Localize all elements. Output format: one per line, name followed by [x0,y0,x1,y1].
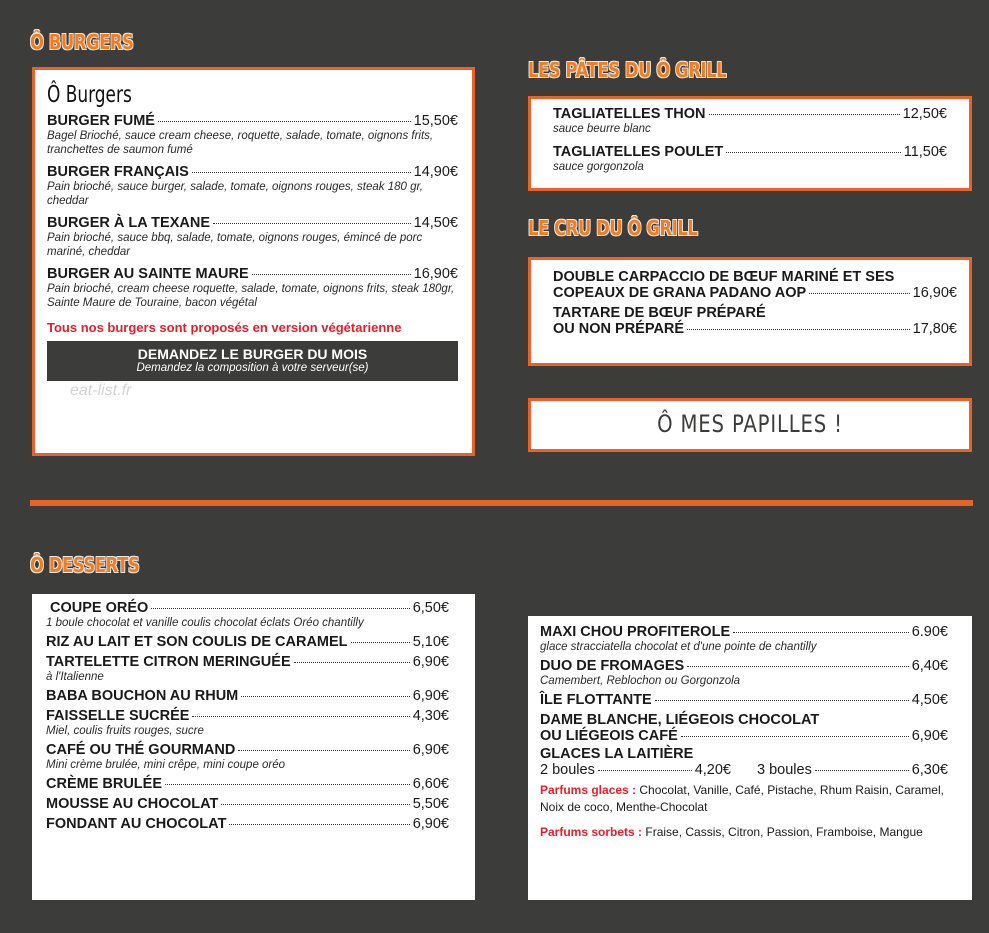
item-name: GLACES LA LAITIÈRE [540,746,694,762]
item-name-line: TARTARE DE BŒUF PRÉPARÉ [553,305,766,321]
parfums-sorbets-label: Parfums sorbets : [540,825,643,839]
leader-dots [655,700,909,701]
glaces-prices [540,762,948,778]
papilles-text: Ô MES PAPILLES ! [657,410,843,438]
item-price: 6,90€ [412,688,449,704]
item-name: BURGER FUMÉ [47,113,155,129]
item-price: 11,50€ [903,144,947,160]
item-description: Bagel Brioché, sauce cream cheese, roquette, salade, tomate, oignons frits, tranchettes de saumon fumé [47,130,434,156]
item-description: Pain brioché, sauce bbq, salade, tomate, oignons rouges, émincé de porc mariné, cheddar [47,232,423,258]
menu-item [47,164,458,208]
menu-item [553,106,947,136]
item-name: OU NON PRÉPARÉ [553,321,685,337]
cru-box [528,257,972,366]
item-price: 6,50€ [412,600,449,616]
desserts-right-box [528,616,972,900]
leader-dots [687,666,909,667]
item-name: TARTELETTE CITRON MERINGUÉE [46,654,291,670]
desserts-right-list [540,624,948,708]
burger-of-the-month-banner [47,341,458,381]
menu-item [540,624,948,654]
leader-dots [351,642,410,643]
menu-item-dame-blanche [540,712,948,744]
item-name: OU LIÉGEOIS CAFÉ [540,728,678,744]
item-description: Pain brioché, cream cheese roquette, salade, tomate, oignons frits, steak 180gr, Sainte Maure de Touraine, bacon végétal [47,283,455,309]
item-name: BURGER AU SAINTE MAURE [47,266,249,282]
item-price: 5,50€ [412,796,449,812]
item-description: Mini crème brulée, mini crêpe, mini coupe oréo [46,759,286,771]
menu-item [46,776,449,792]
item-description: glace stracciatella chocolat et d'une pointe de chantilly [540,641,817,653]
item-description: sauce beurre blanc [553,123,651,135]
item-price: 6.90€ [911,624,948,640]
glaces-2-label: 2 boules [540,762,595,778]
item-price: 6,90€ [412,654,449,670]
item-name: CAFÉ OU THÉ GOURMAND [46,742,236,758]
item-price: 6,40€ [911,658,948,674]
pates-list [553,106,947,174]
leader-dots [598,770,692,771]
item-name: FONDANT AU CHOCOLAT [46,816,227,832]
glaces-3-price: 6,30€ [911,762,948,778]
item-name: TAGLIATELLES THON [553,106,706,122]
leader-dots [229,824,409,825]
pates-box [528,96,972,191]
banner-subtitle: Demandez la composition à votre serveur(se) [136,362,369,374]
menu-item-tartare [553,305,957,337]
menu-item [46,654,449,684]
leader-dots [726,152,900,153]
item-name: RIZ AU LAIT ET SON COULIS DE CARAMEL [46,634,348,650]
vegetarian-note: Tous nos burgers sont proposés en version végétarienne [47,320,402,335]
menu-item [46,634,449,650]
leader-dots [192,716,409,717]
item-price: 5,10€ [412,634,449,650]
item-name-line: DAME BLANCHE, LIÉGEOIS CHOCOLAT [540,712,820,728]
menu-item [553,144,947,174]
burgers-section-title: Ô BURGERS [30,30,134,54]
burgers-heading: Ô Burgers [47,82,132,108]
glaces-2-price: 4,20€ [694,762,731,778]
papilles-box [528,398,972,452]
leader-dots [709,114,900,115]
leader-dots [681,736,909,737]
menu-item [46,600,449,630]
item-price: 15,50€ [413,113,458,129]
pates-section-title: LES PÂTES DU Ô GRILL [528,58,727,82]
item-price: 6,90€ [412,816,449,832]
item-price: 4,30€ [412,708,449,724]
menu-item-carpaccio [553,269,957,301]
desserts-section-title: Ô DESSERTS [30,553,140,577]
menu-item [46,688,449,704]
item-price: 12,50€ [902,106,947,122]
glaces-3-label: 3 boules [757,762,812,778]
item-name: COPEAUX DE GRANA PADANO AOP [553,285,807,301]
leader-dots [221,804,409,805]
menu-item [47,266,458,310]
item-price: 16,90€ [413,266,458,282]
menu-item [46,742,449,772]
menu-item-glaces [540,746,948,778]
leader-dots [815,770,909,771]
item-name: ÎLE FLOTTANTE [540,692,652,708]
burger-list [47,113,458,310]
leader-dots [252,274,411,275]
item-price: 4,50€ [911,692,948,708]
banner-title: DEMANDEZ LE BURGER DU MOIS [137,346,368,362]
section-divider [30,500,973,506]
item-description: Camembert, Reblochon ou Gorgonzola [540,675,741,687]
item-name: CRÈME BRULÉE [46,776,163,792]
leader-dots [213,223,411,224]
item-price: 6,60€ [412,776,449,792]
item-name: COUPE ORÉO [50,600,149,616]
item-name: BABA BOUCHON AU RHUM [46,688,239,704]
desserts-left-list [46,600,449,832]
parfums-sorbets-text: Fraise, Cassis, Citron, Passion, Framboise, Mangue [645,825,923,839]
leader-dots [192,172,411,173]
item-price: 14,50€ [413,215,458,231]
menu-item [540,692,948,708]
parfums-glaces [540,782,948,816]
leader-dots [294,662,410,663]
item-description: Miel, coulis fruits rouges, sucre [46,725,204,737]
parfums-sorbets [540,824,948,841]
item-name-line: DOUBLE CARPACCIO DE BŒUF MARINÉ ET SES [553,269,895,285]
item-name: FAISSELLE SUCRÉE [46,708,190,724]
parfums-glaces-text: Chocolat, Vanille, Café, Pistache, Rhum Raisin, Caramel, Noix de coco, Menthe-Chocolat [540,783,944,814]
item-description: à l'Italienne [46,671,104,683]
item-price: 16,90€ [912,285,957,301]
leader-dots [158,121,411,122]
menu-item [540,658,948,688]
leader-dots [238,750,409,751]
watermark: eat-list.fr [70,382,132,399]
leader-dots [809,293,909,294]
leader-dots [151,608,409,609]
cru-section-title: LE CRU DU Ô GRILL [528,216,698,240]
menu-item [46,708,449,738]
item-name: BURGER FRANÇAIS [47,164,189,180]
menu-item [46,816,449,832]
desserts-left-box [32,594,475,900]
leader-dots [733,632,909,633]
leader-dots [165,784,410,785]
item-price: 17,80€ [912,321,957,337]
leader-dots [687,329,910,330]
item-price: 6,90€ [911,728,948,744]
item-name: TAGLIATELLES POULET [553,144,724,160]
leader-dots [241,696,409,697]
menu-item [46,796,449,812]
item-description: 1 boule chocolat et vanille coulis chocolat éclats Oréo chantilly [46,617,364,629]
item-price: 14,90€ [413,164,458,180]
parfums-glaces-label: Parfums glaces : [540,783,637,797]
item-name: DUO DE FROMAGES [540,658,685,674]
item-description: sauce gorgonzola [553,161,644,173]
item-description: Pain brioché, sauce burger, salade, tomate, oignons rouges, steak 180 gr, cheddar [47,181,423,207]
item-name: BURGER À LA TEXANE [47,215,210,231]
item-name: MAXI CHOU PROFITEROLE [540,624,731,640]
menu-item [47,215,458,259]
menu-item [47,113,458,157]
item-name: MOUSSE AU CHOCOLAT [46,796,219,812]
item-price: 6,90€ [412,742,449,758]
